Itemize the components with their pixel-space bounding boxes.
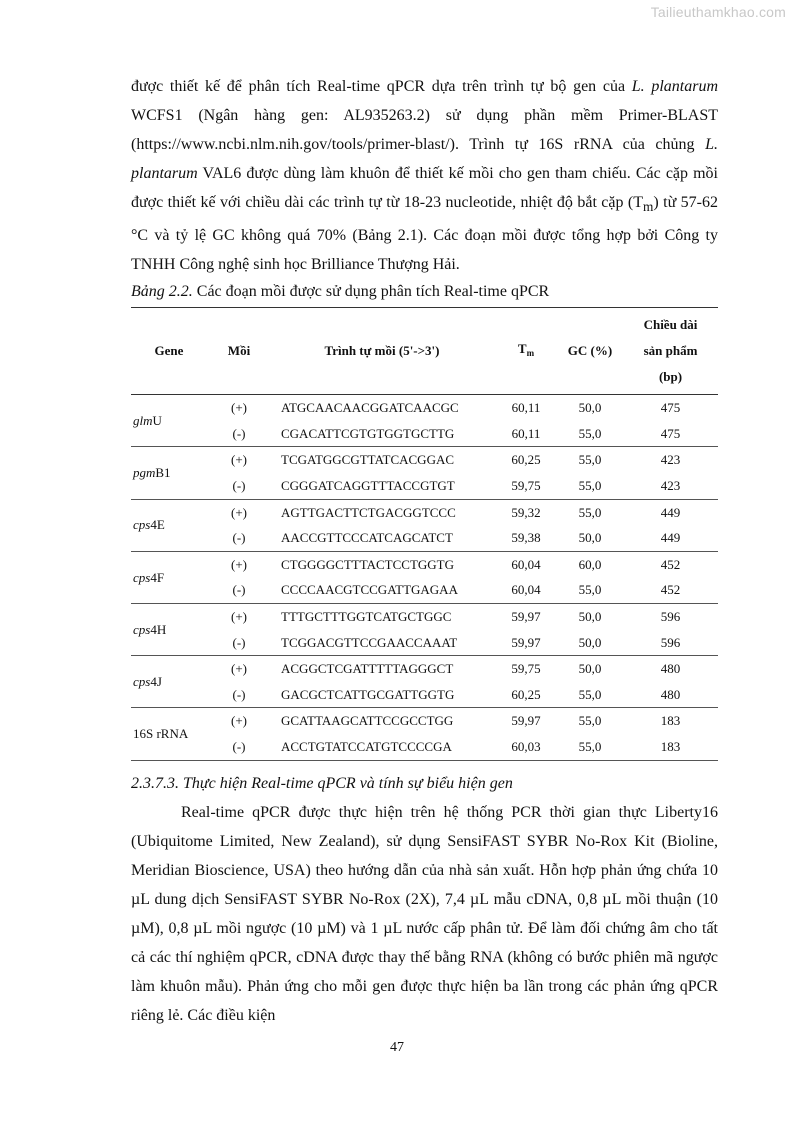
page-content — [131, 72, 718, 1030]
product-length-cell: 475 — [660, 400, 681, 416]
gene-name-italic: cps — [133, 517, 151, 533]
primer-direction-cell: (+) — [231, 400, 247, 416]
gene-name-suffix: 16S rRNA — [133, 726, 189, 742]
table-row — [131, 421, 718, 447]
table-row — [131, 708, 718, 734]
header-gene: Gene — [131, 308, 207, 395]
tm-cell: 60,25 — [495, 682, 557, 708]
intro-text-3: VAL6 được dùng làm khuôn để thiết kế mồi cho gen tham chiếu. Các cặp mồi được thiết kế với chiều dài các trình tự từ 18-23 nucleotide, nhiệt độ bắt cặp (T — [131, 165, 718, 211]
table-row — [131, 447, 718, 473]
header-sequence: Trình tự mồi (5'->3') — [271, 308, 495, 395]
gene-name-cell — [131, 708, 207, 760]
primer-table-body — [131, 395, 718, 760]
primer-sequence-cell: GCATTAAGCATTCCGCCTGG — [281, 713, 454, 729]
gene-name-suffix: B1 — [155, 465, 171, 481]
table-row — [131, 630, 718, 656]
tm-cell: 59,75 — [511, 661, 541, 677]
gene-name-italic: glm — [133, 412, 153, 428]
table-row — [131, 395, 718, 421]
gc-cell: 55,0 — [557, 577, 623, 603]
gene-name-suffix: 4H — [150, 621, 167, 637]
primer-sequence-cell: ACGGCTCGATTTTTAGGGCT — [281, 661, 454, 677]
gene-name-cell — [131, 499, 207, 551]
primer-sequence-cell: TCGATGGCGTTATCACGGAC — [281, 452, 455, 468]
table-row — [131, 525, 718, 551]
primer-direction-cell: (-) — [207, 577, 271, 603]
primer-sequence-cell: CCCCAACGTCCGATTGAGAA — [271, 577, 495, 603]
table-caption-label: Bảng 2.2. — [131, 283, 193, 301]
gene-name-italic: cps — [133, 569, 151, 585]
gc-cell: 50,0 — [578, 661, 602, 677]
primer-sequence-cell: CGGGATCAGGTTTACCGTGT — [271, 473, 495, 499]
gc-cell: 55,0 — [578, 504, 602, 520]
primer-direction-cell: (-) — [207, 421, 271, 447]
table-row — [131, 603, 718, 629]
tm-cell: 59,38 — [495, 525, 557, 551]
primer-sequence-cell: ACCTGTATCCATGTCCCCGA — [271, 734, 495, 760]
table-header-row — [131, 308, 718, 395]
tm-cell: 59,97 — [511, 608, 541, 624]
primer-direction-cell: (+) — [231, 452, 247, 468]
gene-name-cell — [131, 395, 207, 447]
gene-name-italic: pgm — [133, 465, 156, 481]
header-length-line1: Chiều dài — [643, 317, 698, 333]
tm-cell: 60,03 — [495, 734, 557, 760]
primer-sequence-cell: GACGCTCATTGCGATTGGTG — [271, 682, 495, 708]
table-caption-text: Các đoạn mồi được sử dụng phân tích Real-time qPCR — [192, 283, 550, 301]
product-length-cell: 423 — [660, 452, 681, 468]
tm-cell: 59,32 — [511, 504, 541, 520]
tm-cell: 60,04 — [495, 577, 557, 603]
header-length — [623, 308, 718, 395]
gc-cell: 55,0 — [557, 682, 623, 708]
body-paragraph: Real-time qPCR được thực hiện trên hệ thống PCR thời gian thực Liberty16 (Ubiquitome Limited, New Zealand), sử dụng SensiFAST SYBR No-Rox Kit (Bioline, Meridian Bioscience, USA) theo hướng dẫn của nhà sản xuất. Hỗn hợp phản ứng chứa 10 µL dung dịch SensiFAST SYBR No-Rox (2X), 7,4 µL mẫu cDNA, 0,8 µL mồi thuận (10 µM), 0,8 µL mồi ngược (10 µM) và 1 µL nước cấp phân tử. Để làm đối chứng âm cho tất cả các thí nghiệm qPCR, cDNA được thay thế bằng RNA (không có bước phiên mã ngược làm khuôn mẫu). Phản ứng cho mỗi gen được thực hiện ba lần trong các phản ứng qPCR riêng lẻ. Các điều kiện — [131, 803, 718, 1024]
product-length-cell: 449 — [623, 525, 718, 551]
tm-subscript: m — [643, 199, 654, 215]
gene-name-cell — [131, 551, 207, 603]
gc-cell: 50,0 — [578, 608, 602, 624]
intro-text-4: ) từ 57-62 °C và tỷ lệ GC không quá 70% (Bảng 2.1). Các đoạn mồi được tổng hợp bởi Công ty TNHH Công nghệ sinh học Brilliance Thượng Hải. — [131, 194, 718, 274]
page-number: 47 — [390, 1040, 404, 1055]
gc-cell: 60,0 — [578, 556, 602, 572]
tm-cell: 59,75 — [495, 473, 557, 499]
gc-cell: 55,0 — [557, 473, 623, 499]
product-length-cell: 596 — [660, 608, 681, 624]
gc-cell: 50,0 — [557, 630, 623, 656]
primer-direction-cell: (+) — [231, 608, 247, 624]
product-length-cell: 183 — [623, 734, 718, 760]
species-name-2: L. plantarum — [131, 136, 718, 182]
tm-cell: 59,97 — [495, 630, 557, 656]
watermark: Tailieuthamkhao.com — [650, 4, 786, 20]
tm-cell: 60,11 — [495, 421, 557, 447]
primer-sequence-cell: TTTGCTTTGGTCATGCTGGC — [281, 608, 452, 624]
intro-text-2: WCFS1 (Ngân hàng gen: AL935263.2) sử dụng phần mềm Primer-BLAST (https://www.ncbi.nlm.nih.gov/tools/primer-blast/). Trình tự 16S rRNA của chủng — [131, 107, 718, 153]
header-tm-main: T — [517, 341, 527, 357]
gc-cell: 50,0 — [578, 400, 602, 416]
primer-sequence-cell: ATGCAACAACGGATCAACGC — [281, 400, 459, 416]
table-row — [131, 734, 718, 760]
gene-name-italic: cps — [133, 621, 151, 637]
table-caption — [131, 279, 718, 305]
header-tm-sub: m — [526, 348, 535, 359]
primer-sequence-cell: AACCGTTCCCATCAGCATCT — [271, 525, 495, 551]
product-length-cell: 452 — [660, 556, 681, 572]
primer-direction-cell: (+) — [231, 556, 247, 572]
primer-table — [131, 307, 718, 760]
primer-direction-cell: (-) — [207, 682, 271, 708]
product-length-cell: 596 — [623, 630, 718, 656]
primer-sequence-cell: AGTTGACTTCTGACGGTCCC — [281, 504, 456, 520]
primer-direction-cell: (-) — [207, 734, 271, 760]
table-row — [131, 656, 718, 682]
primer-sequence-cell: TCGGACGTTCCGAACCAAAT — [271, 630, 495, 656]
header-length-line2: sản phẩm — [643, 343, 698, 359]
gc-cell: 55,0 — [578, 452, 602, 468]
product-length-cell: 452 — [623, 577, 718, 603]
gene-name-cell — [131, 603, 207, 655]
gene-name-suffix: 4F — [150, 569, 165, 585]
gc-cell: 55,0 — [557, 734, 623, 760]
product-length-cell: 449 — [660, 504, 681, 520]
gene-name-suffix: U — [152, 412, 162, 428]
primer-direction-cell: (+) — [231, 504, 247, 520]
header-tm — [495, 308, 557, 395]
section-heading: 2.3.7.3. Thực hiện Real-time qPCR và tính sự biểu hiện gen — [131, 774, 513, 792]
product-length-cell: 423 — [623, 473, 718, 499]
table-row — [131, 499, 718, 525]
gc-cell: 55,0 — [578, 713, 602, 729]
product-length-cell: 480 — [660, 661, 681, 677]
product-length-cell: 183 — [660, 713, 681, 729]
species-name-1: L. plantarum — [631, 78, 718, 95]
intro-text-1: được thiết kế để phân tích Real-time qPCR dựa trên trình tự bộ gen của — [131, 78, 632, 95]
primer-direction-cell: (-) — [207, 525, 271, 551]
primer-sequence-cell: CGACATTCGTGTGGTGCTTG — [271, 421, 495, 447]
tm-cell: 60,11 — [511, 400, 541, 416]
table-row — [131, 551, 718, 577]
intro-paragraph — [131, 72, 718, 279]
primer-direction-cell: (-) — [207, 473, 271, 499]
tm-cell: 60,04 — [511, 556, 541, 572]
header-length-line3: (bp) — [658, 369, 683, 385]
tm-cell: 60,25 — [511, 452, 541, 468]
primer-direction-cell: (-) — [207, 630, 271, 656]
gene-name-cell — [131, 656, 207, 708]
gene-name-suffix: 4E — [150, 517, 165, 533]
table-row — [131, 473, 718, 499]
primer-direction-cell: (+) — [231, 713, 247, 729]
tm-cell: 59,97 — [511, 713, 541, 729]
header-gc: GC (%) — [557, 308, 623, 395]
gc-cell: 55,0 — [557, 421, 623, 447]
table-row — [131, 682, 718, 708]
gene-name-cell — [131, 447, 207, 499]
header-moi: Mồi — [207, 308, 271, 395]
gc-cell: 50,0 — [557, 525, 623, 551]
product-length-cell: 480 — [623, 682, 718, 708]
primer-direction-cell: (+) — [231, 661, 247, 677]
primer-sequence-cell: CTGGGGCTTTACTCCTGGTG — [281, 556, 455, 572]
product-length-cell: 475 — [623, 421, 718, 447]
gene-name-italic: cps — [133, 673, 151, 689]
table-row — [131, 577, 718, 603]
gene-name-suffix: 4J — [150, 673, 162, 689]
